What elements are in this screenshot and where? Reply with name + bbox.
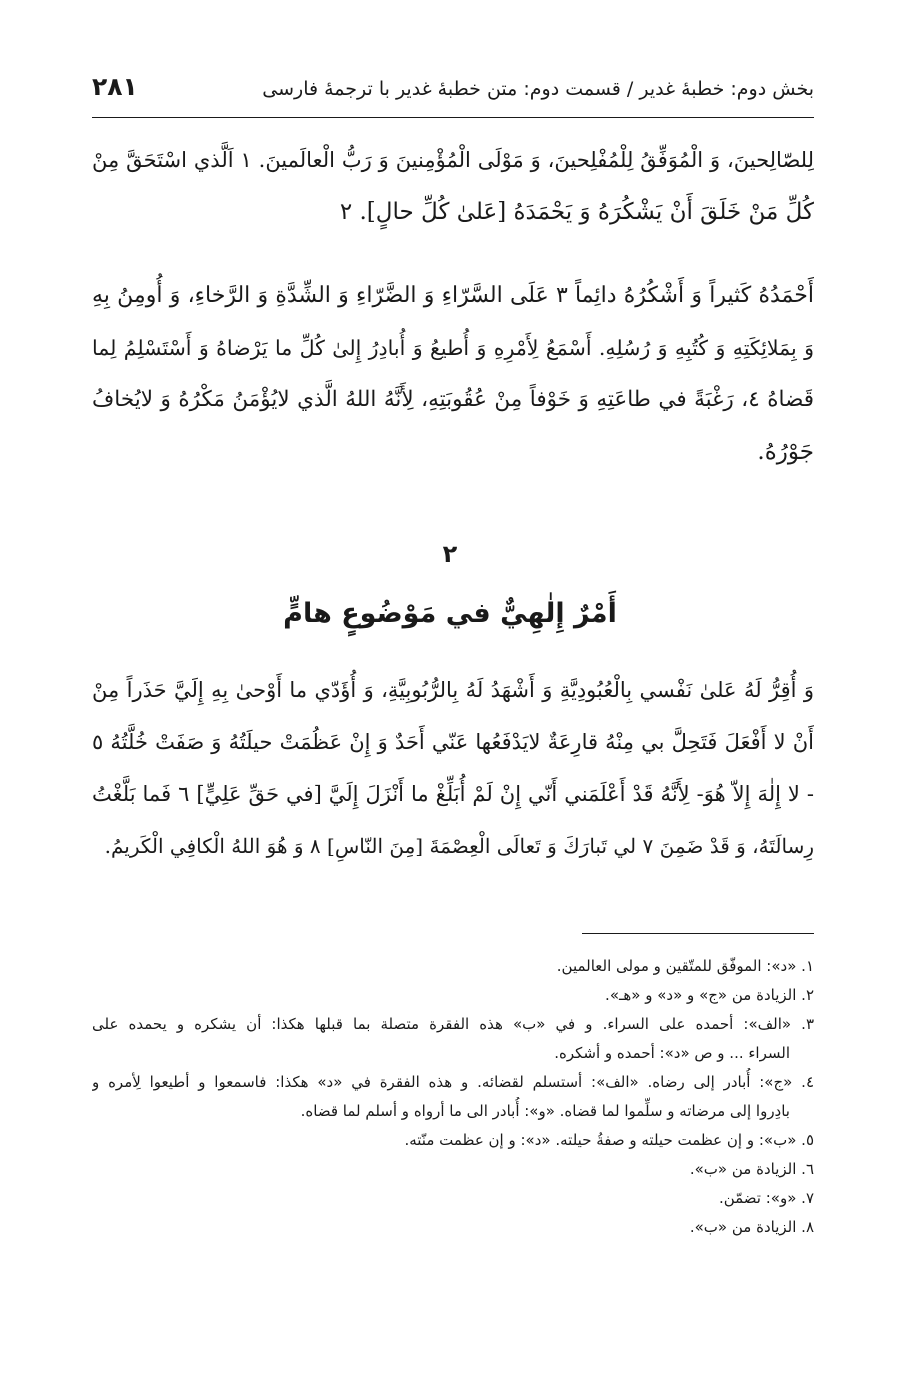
paragraph-2: [92, 270, 814, 478]
footnote-separator: [582, 933, 814, 934]
section-title: أَمْرٌ إِلٰهِيٌّ في مَوْضُوعٍ هامٍّ: [283, 598, 617, 629]
footnote-2: ٢. الزيادة من «ج» و «د» و «هـ».: [605, 986, 814, 1004]
footnote-7: ٧. «و»: تضمّن.: [718, 1189, 814, 1207]
running-header-title: بخش دوم: خطبهٔ غدیر / قسمت دوم: متن خطبهٔ غدیر با ترجمهٔ فارسی: [262, 78, 814, 100]
paragraph-3-line: رِسالَتَهُ، وَ قَدْ ضَمِنَ ٧ لي تَبارَكَ وَ تَعالَى الْعِصْمَةَ [مِنَ النّاسِ] ٨ وَ هُوَ اللهُ الْكافِي الْكَريمُ.: [104, 834, 814, 858]
paragraph-3-line: - لا إِلٰهَ إِلاّ هُوَ- لِأَنَّهُ قَدْ أَعْلَمَني أَنّي إِنْ لَمْ أُبَلِّغْ ما أَنْزَلَ إِلَيَّ [في حَقِّ عَلِيٍّ] ٦ فَما بَلَّغْتُ: [92, 782, 814, 806]
paragraph-1: [92, 134, 814, 238]
footnote-6: ٦. الزيادة من «ب».: [689, 1160, 814, 1178]
section-number: ۲: [442, 540, 458, 568]
paragraph-3-line: وَ أُقِرُّ لَهُ عَلىٰ نَفْسي بِالْعُبُودِيَّةِ وَ أَشْهَدُ لَهُ بِالرُّبُوبِيَّةِ، وَ أُؤَدّي ما أَوْحىٰ بِهِ إِلَيَّ حَذَراً مِنْ: [92, 678, 814, 702]
footnote-5: ٥. «ب»: و إن عظمت حيلته و صفةُ حيلته. «د»: و إن عظمت منّته.: [404, 1131, 814, 1149]
footnote-3-continuation: السراء ... و ص «د»: أحمده و أشكره.: [554, 1044, 790, 1062]
paragraph-3-line: أَنْ لا أَفْعَلَ فَتَحِلَّ بي مِنْهُ قارِعَةٌ لايَدْفَعُها عَنّي أَحَدٌ وَ إِنْ عَظُمَتْ حيلَتُهُ وَ صَفَتْ خُلَّتُهُ ٥: [92, 730, 814, 754]
running-header: [92, 72, 814, 112]
paragraph-3: [92, 664, 814, 872]
paragraph-2-line: أَحْمَدُهُ كَثيراً وَ أَشْكُرُهُ دائِماً ٣ عَلَى السَّرّاءِ وَ الضَّرّاءِ وَ الشِّدَّةِ وَ الرَّخاءِ، وَ أُومِنُ بِهِ: [92, 283, 814, 308]
paragraph-1-line: كُلِّ مَنْ خَلَقَ أَنْ يَشْكُرَهُ وَ يَحْمَدَهُ [عَلىٰ كُلِّ حالٍ]. ٢: [339, 199, 814, 225]
footnotes: [92, 952, 814, 1242]
footnote-8: ٨. الزيادة من «ب».: [689, 1218, 814, 1236]
footnote-4: ٤. «ج»: أُبادر إلى رضاه. «الف»: أستسلم لقضائه. و هذه الفقرة في «د» هكذا: فاسمعوا و أطيعوا لِأمره و: [92, 1073, 814, 1091]
footnote-3: ٣. «الف»: أحمده على السراء. و في «ب» هذه الفقرة متصلة بما قبلها هكذا: أن يشكره و يحمده على: [92, 1015, 814, 1033]
page-number: ۲۸۱: [92, 72, 138, 101]
footnote-1: ١. «د»: الموفّق للمتّقين و مولى العالمين.: [556, 957, 814, 975]
header-rule: [92, 117, 814, 118]
paragraph-1-line: لِلصّالِحينَ، وَ الْمُوَفِّقُ لِلْمُفْلِحينَ، وَ مَوْلَى الْمُؤْمِنينَ وَ رَبُّ الْعالَمينَ. ١ اَلَّذي اسْتَحَقَّ مِنْ: [92, 148, 814, 172]
paragraph-2-line: وَ بِمَلائِكَتِهِ وَ كُتُبِهِ وَ رُسُلِهِ. أَسْمَعُ لِأَمْرِهِ وَ أُطيعُ وَ أُبادِرُ إِلىٰ كُلِّ ما يَرْضاهُ وَ أَسْتَسْلِمُ لِما: [92, 336, 814, 360]
footnote-4-continuation: بادِروا إلى مرضاته و سلِّموا لما قضاه. «و»: أُبادر الى ما أرواه و أسلم لما قضاه.: [300, 1102, 790, 1120]
paragraph-2-line: قَضاهُ ٤، رَغْبَةً في طاعَتِهِ وَ خَوْفاً مِنْ عُقُوبَتِهِ، لِأَنَّهُ اللهُ الَّذي لايُؤْمَنُ مَكْرُهُ وَ لايُخافُ: [92, 387, 814, 412]
paragraph-2-line: جَوْرُهُ.: [757, 439, 814, 465]
